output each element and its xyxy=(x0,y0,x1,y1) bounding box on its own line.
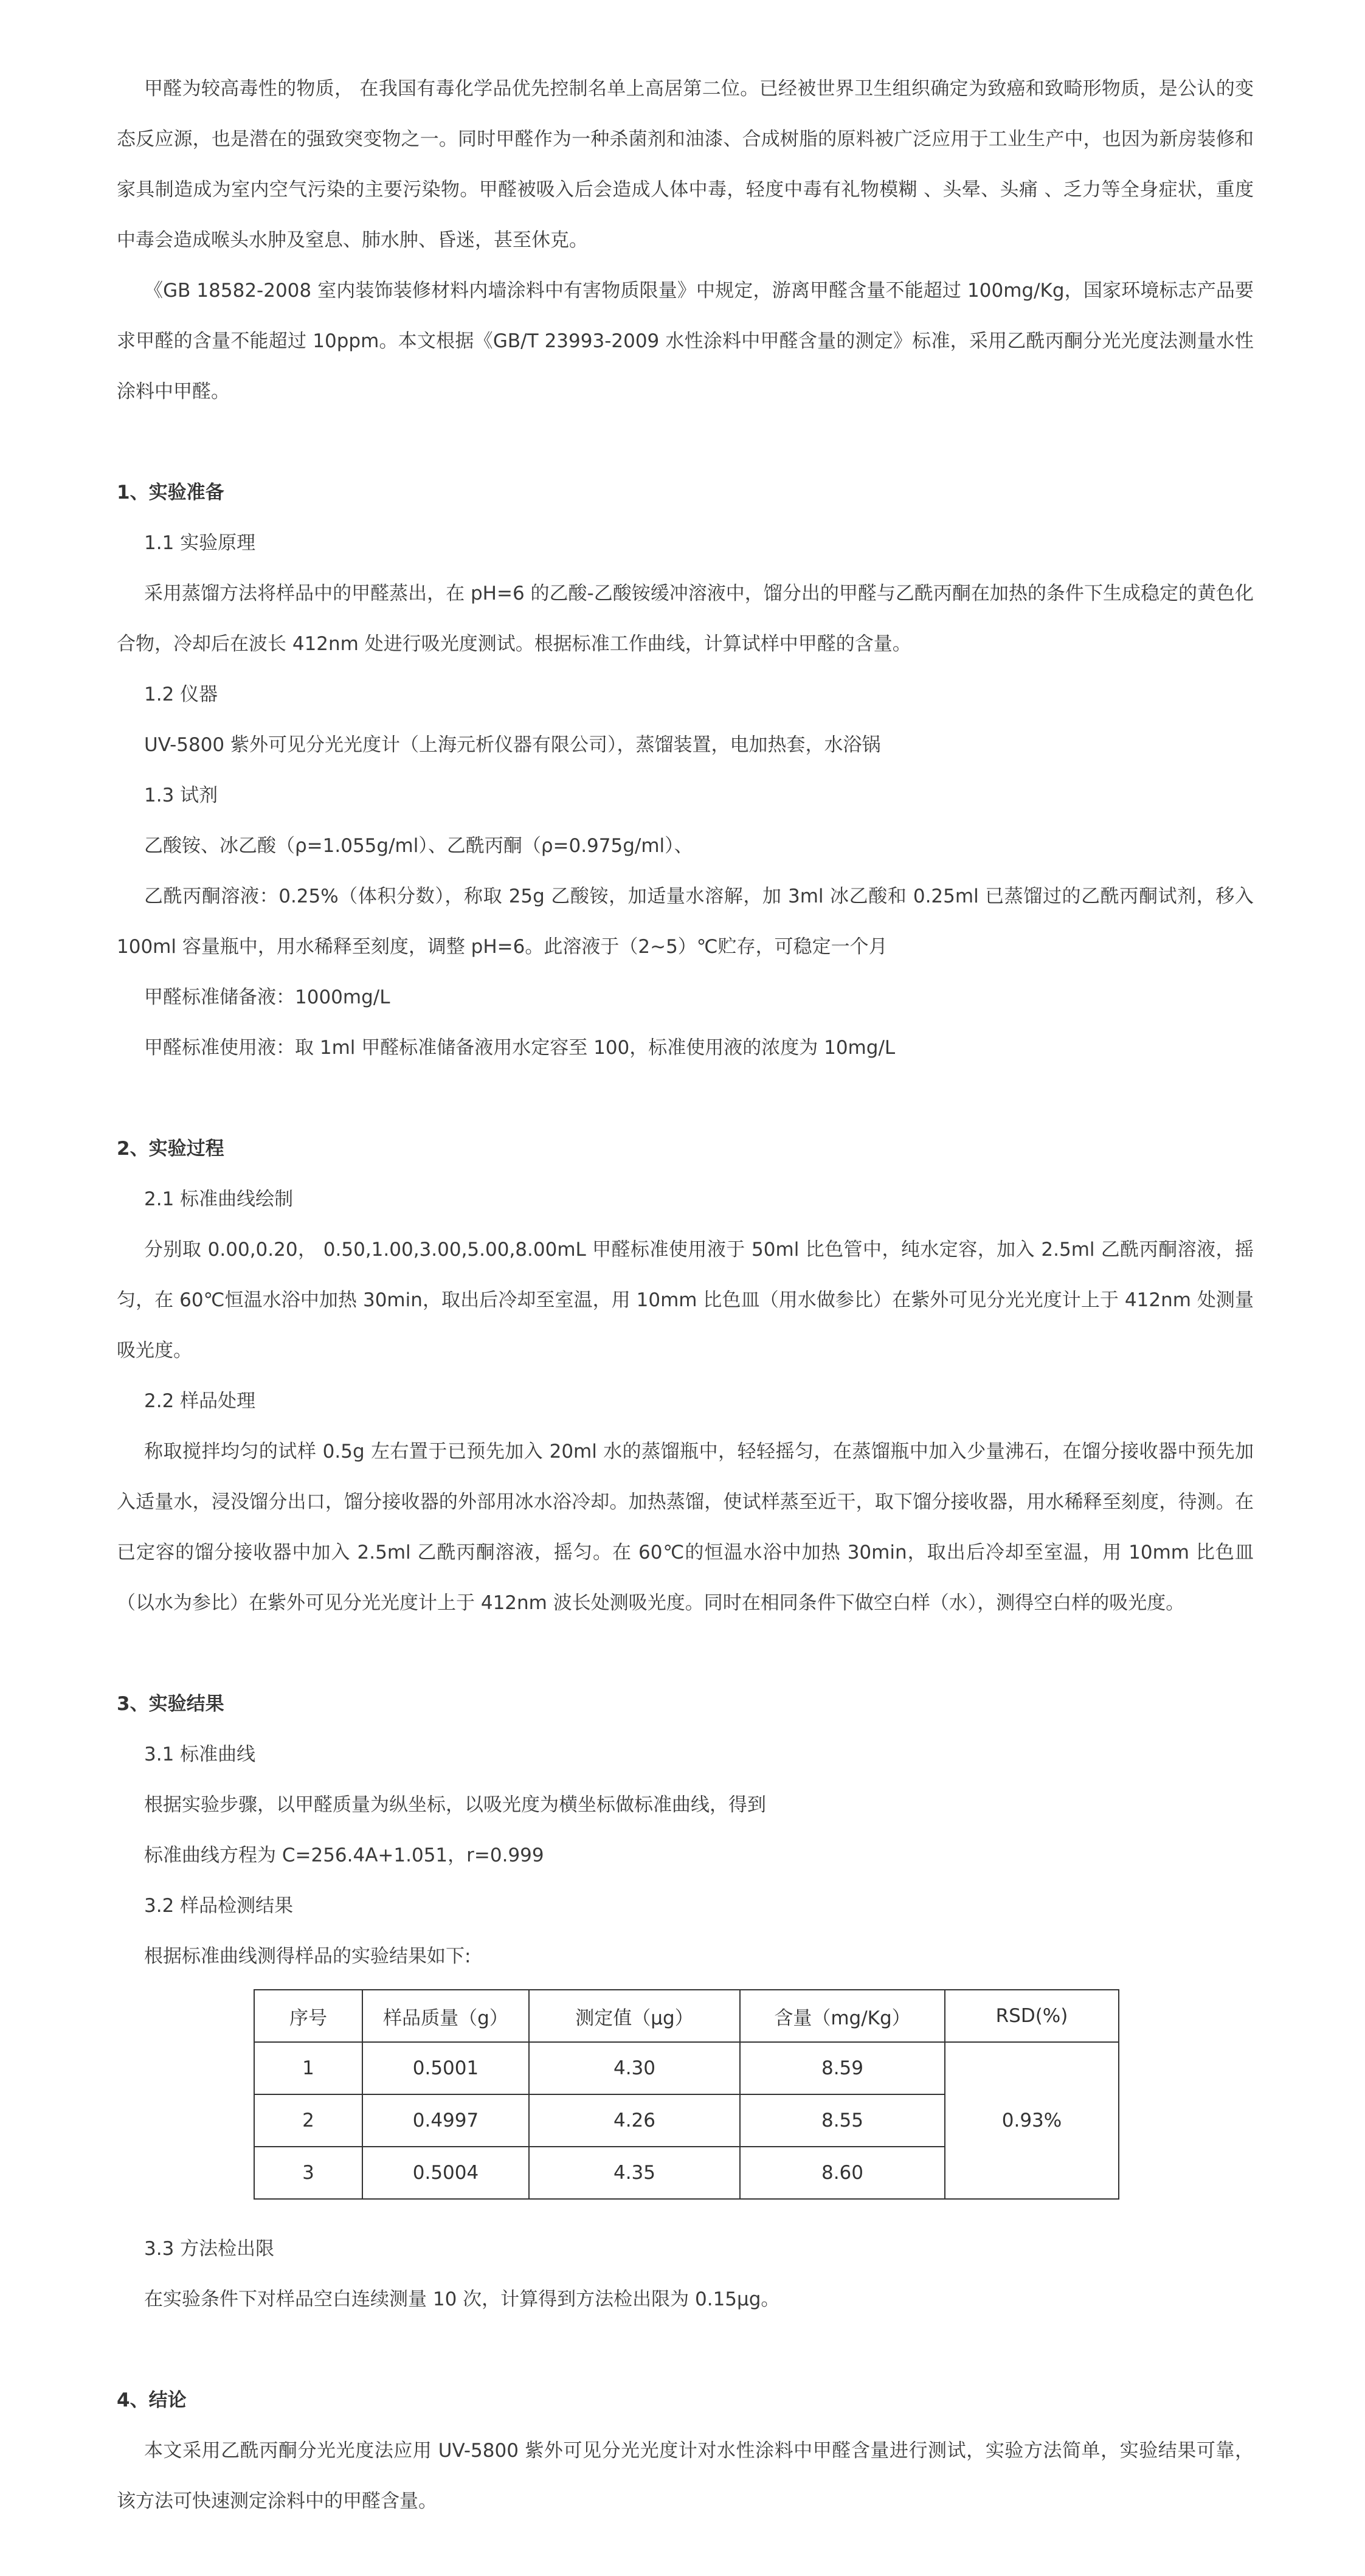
section-4-heading: 4、结论 xyxy=(117,2389,187,2411)
table-header-row xyxy=(254,1990,1119,2042)
subsection-3-1-text: 根据实验步骤，以甲醛质量为纵坐标，以吸光度为横坐标做标准曲线，得到 xyxy=(144,1794,766,1816)
subsection-1-2-text: UV-5800 紫外可见分光光度计（上海元析仪器有限公司），蒸馏装置，电加热套，水浴锅 xyxy=(144,734,881,756)
intro-paragraph-1: 甲醛为较高毒性的物质， 在我国有毒化学品优先控制名单上高居第二位。已经被世界卫生组织确定为致癌和致畸形物质，是公认的变态反应源，也是潜在的强致突变物之一。同时甲醛作为一种杀菌剂和油漆、合成树脂的原料被广泛应用于工业生产中，也因为新房装修和家具制造成为室内空气污染的主要污染物。甲醛被吸入后会造成人体中毒，轻度中毒有礼物模糊 、头晕、头痛 、乏力等全身症状，重度中毒会造成喉头水肿及窒息、肺水肿、昏迷，甚至休克。 xyxy=(117,78,1254,251)
table-cell: 4.35 xyxy=(529,2147,740,2199)
subsection-2-1-heading: 2.1 标准曲线绘制 xyxy=(144,1188,294,1210)
standard-curve-equation: 标准曲线方程为 C=256.4A+1.051，r=0.999 xyxy=(144,1844,544,1866)
table-cell: 0.5004 xyxy=(362,2147,529,2199)
reagent-line-3: 甲醛标准储备液：1000mg/L xyxy=(144,986,390,1008)
subsection-1-2-heading: 1.2 仪器 xyxy=(144,684,218,705)
table-cell: 4.26 xyxy=(529,2094,740,2147)
table-cell: 0.5001 xyxy=(362,2042,529,2094)
subsection-2-1-text: 分别取 0.00,0.20， 0.50,1.00,3.00,5.00,8.00mL 甲醛标准使用液于 50ml 比色管中，纯水定容，加入 2.5ml 乙酰丙酮溶液，摇匀，在 60℃恒温水浴中加热 30min，取出后冷却至室温，用 10mm 比色皿（用水做参比）在紫外可见分光光度计上于 412nm 处测量吸光度。 xyxy=(117,1239,1254,1362)
table-header-cell: RSD(%) xyxy=(945,1990,1119,2042)
table-header-cell: 含量（mg/Kg） xyxy=(740,1990,945,2042)
table-cell: 8.59 xyxy=(740,2042,945,2094)
subsection-2-2-heading: 2.2 样品处理 xyxy=(144,1390,256,1412)
reagent-line-1: 乙酸铵、冰乙酸（ρ=1.055g/ml）、乙酰丙酮（ρ=0.975g/ml）、 xyxy=(144,835,693,857)
section-3-heading: 3、实验结果 xyxy=(117,1693,224,1715)
table-cell: 8.55 xyxy=(740,2094,945,2147)
table-header-cell: 序号 xyxy=(254,1990,362,2042)
conclusion-text: 本文采用乙酰丙酮分光光度法应用 UV-5800 紫外可见分光光度计对水性涂料中甲醛含量进行测试，实验方法简单，实验结果可靠，该方法可快速测定涂料中的甲醛含量。 xyxy=(117,2440,1254,2512)
table-header-cell: 测定值（μg） xyxy=(529,1990,740,2042)
intro-paragraph-2: 《GB 18582-2008 室内装饰装修材料内墙涂料中有害物质限量》中规定，游离甲醛含量不能超过 100mg/Kg，国家环境标志产品要求甲醛的含量不能超过 10ppm。本文根据《GB/T 23993-2009 水性涂料中甲醛含量的测定》标准，采用乙酰丙酮分光光度法测量水性涂料中甲醛。 xyxy=(117,280,1254,403)
table-cell: 2 xyxy=(254,2094,362,2147)
subsection-3-1-heading: 3.1 标准曲线 xyxy=(144,1743,256,1765)
section-2-heading: 2、实验过程 xyxy=(117,1138,224,1160)
section-1-heading: 1、实验准备 xyxy=(117,482,224,504)
subsection-3-2-text: 根据标准曲线测得样品的实验结果如下: xyxy=(144,1945,471,1967)
subsection-1-1-heading: 1.1 实验原理 xyxy=(144,532,256,554)
subsection-1-3-heading: 1.3 试剂 xyxy=(144,784,218,806)
reagent-line-2: 乙酰丙酮溶液：0.25%（体积分数），称取 25g 乙酸铵，加适量水溶解，加 3ml 冰乙酸和 0.25ml 已蒸馏过的乙酰丙酮试剂，移入 100ml 容量瓶中，用水稀释至刻度，调整 pH=6。此溶液于（2~5）℃贮存，可稳定一个月 xyxy=(117,885,1254,958)
table-cell: 1 xyxy=(254,2042,362,2094)
table-header-cell: 样品质量（g） xyxy=(362,1990,529,2042)
rsd-cell: 0.93% xyxy=(945,2042,1119,2199)
subsection-2-2-text: 称取搅拌均匀的试样 0.5g 左右置于已预先加入 20ml 水的蒸馏瓶中，轻轻摇匀，在蒸馏瓶中加入少量沸石，在馏分接收器中预先加入适量水，浸没馏分出口，馏分接收器的外部用冰水浴冷却。加热蒸馏，使试样蒸至近干，取下馏分接收器，用水稀释至刻度，待测。在已定容的馏分接收器中加入 2.5ml 乙酰丙酮溶液，摇匀。在 60℃的恒温水浴中加热 30min，取出后冷却至室温，用 10mm 比色皿（以水为参比）在紫外可见分光光度计上于 412nm 波长处测吸光度。同时在相同条件下做空白样（水），测得空白样的吸光度。 xyxy=(117,1441,1254,1614)
table-cell: 3 xyxy=(254,2147,362,2199)
results-table xyxy=(254,1989,1119,2200)
subsection-3-3-heading: 3.3 方法检出限 xyxy=(144,2238,275,2260)
document-body xyxy=(117,64,1254,2527)
table-cell: 8.60 xyxy=(740,2147,945,2199)
table-cell: 0.4997 xyxy=(362,2094,529,2147)
subsection-1-1-text: 采用蒸馏方法将样品中的甲醛蒸出，在 pH=6 的乙酸-乙酸铵缓冲溶液中，馏分出的甲醛与乙酰丙酮在加热的条件下生成稳定的黄色化合物，冷却后在波长 412nm 处进行吸光度测试。根据标准工作曲线，计算试样中甲醛的含量。 xyxy=(117,583,1254,655)
subsection-3-3-text: 在实验条件下对样品空白连续测量 10 次，计算得到方法检出限为 0.15μg。 xyxy=(144,2288,780,2310)
table-cell: 4.30 xyxy=(529,2042,740,2094)
subsection-3-2-heading: 3.2 样品检测结果 xyxy=(144,1895,294,1917)
table-row xyxy=(254,2042,1119,2094)
reagent-line-4: 甲醛标准使用液：取 1ml 甲醛标准储备液用水定容至 100，标准使用液的浓度为 10mg/L xyxy=(144,1037,896,1059)
